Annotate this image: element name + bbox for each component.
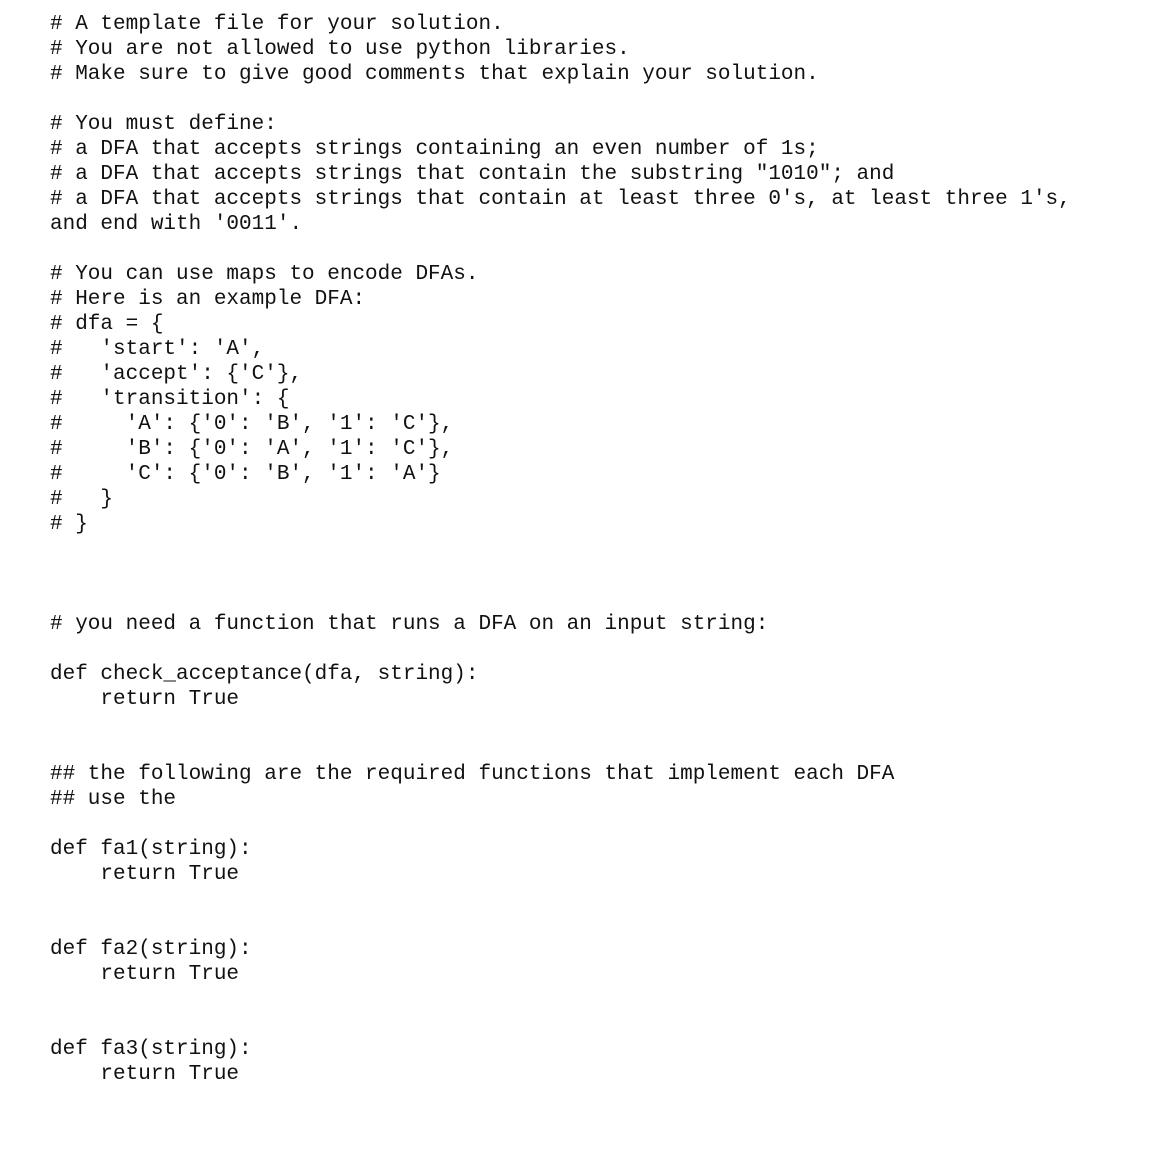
blank-line — [50, 537, 1140, 562]
code-line: return True — [50, 863, 240, 886]
code-line: def fa2(string): — [50, 938, 252, 961]
blank-line — [50, 237, 1140, 262]
code-line: def fa1(string): — [50, 838, 252, 861]
code-line: # You are not allowed to use python libraries. — [50, 38, 630, 61]
blank-line — [50, 812, 1140, 837]
code-line: and end with '0011'. — [50, 213, 303, 236]
code-line: # 'accept': {'C'}, — [50, 363, 303, 386]
blank-line — [50, 587, 1140, 612]
code-line: # 'transition': { — [50, 388, 290, 411]
code-line: # Here is an example DFA: — [50, 288, 366, 311]
code-document — [50, 12, 1140, 1087]
code-line: # 'B': {'0': 'A', '1': 'C'}, — [50, 438, 454, 461]
blank-line — [50, 737, 1140, 762]
code-line: ## the following are the required functions that implement each DFA — [50, 763, 895, 786]
code-line: # 'start': 'A', — [50, 338, 265, 361]
blank-line — [50, 887, 1140, 912]
code-line: def check_acceptance(dfa, string): — [50, 663, 479, 686]
code-line: # 'A': {'0': 'B', '1': 'C'}, — [50, 413, 454, 436]
blank-line — [50, 562, 1140, 587]
code-line: # } — [50, 513, 88, 536]
code-line: # You can use maps to encode DFAs. — [50, 263, 479, 286]
blank-line — [50, 1012, 1140, 1037]
code-line: def fa3(string): — [50, 1038, 252, 1061]
code-line: ## use the — [50, 788, 177, 811]
code-line: # You must define: — [50, 113, 277, 136]
code-line: # } — [50, 488, 114, 511]
code-line: # a DFA that accepts strings containing an even number of 1s; — [50, 138, 819, 161]
blank-line — [50, 87, 1140, 112]
code-line: # a DFA that accepts strings that contain at least three 0's, at least three 1's, — [50, 188, 1071, 211]
code-line: # 'C': {'0': 'B', '1': 'A'} — [50, 463, 441, 486]
code-line: # A template file for your solution. — [50, 13, 504, 36]
blank-line — [50, 637, 1140, 662]
code-line: # you need a function that runs a DFA on an input string: — [50, 613, 769, 636]
blank-line — [50, 712, 1140, 737]
code-line: return True — [50, 963, 240, 986]
blank-line — [50, 912, 1140, 937]
blank-line — [50, 987, 1140, 1012]
code-line: # a DFA that accepts strings that contain the substring "1010"; and — [50, 163, 895, 186]
code-line: # Make sure to give good comments that explain your solution. — [50, 63, 819, 86]
code-line: return True — [50, 688, 240, 711]
code-line: # dfa = { — [50, 313, 164, 336]
code-line: return True — [50, 1063, 240, 1086]
